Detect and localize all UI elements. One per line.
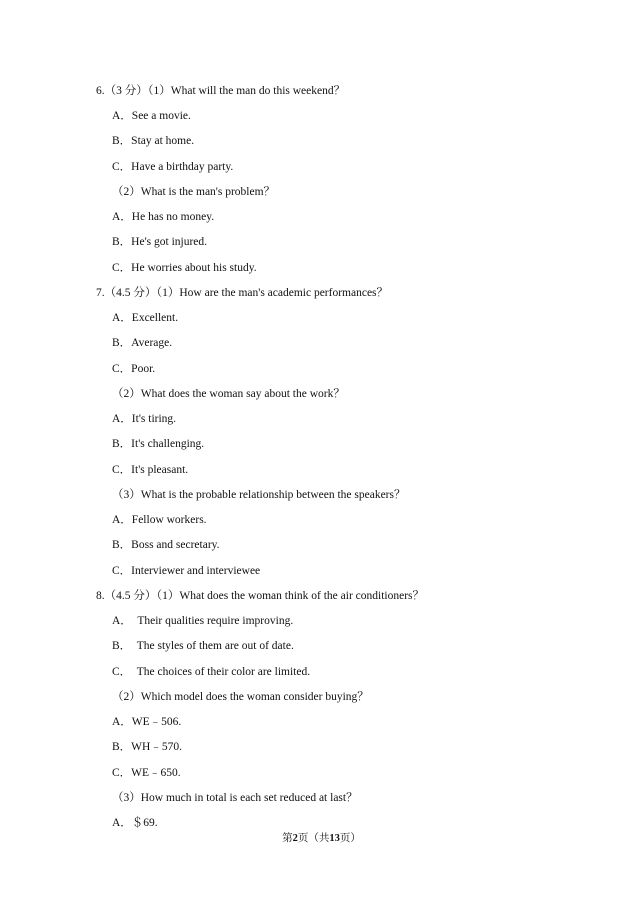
footer-prefix: 第 bbox=[282, 833, 293, 844]
sub-question-line: （2）Which model does the woman consider buying？ bbox=[112, 691, 369, 703]
option-line: A．It's tiring. bbox=[112, 413, 177, 425]
question-line: 7.（4.5 分）（1）How are the man's academic performances？ bbox=[96, 287, 389, 299]
option-line: A．Excellent. bbox=[112, 312, 179, 324]
option-line: A．Fellow workers. bbox=[112, 514, 207, 526]
sub-question-line: （3）How much in total is each set reduced at last？ bbox=[112, 792, 358, 804]
footer-total-pages: 13 bbox=[329, 833, 340, 844]
option-line: B．Stay at home. bbox=[112, 135, 195, 147]
sub-question-line: （2）What is the man's problem？ bbox=[112, 186, 276, 198]
option-line: C． The choices of their color are limited. bbox=[112, 666, 311, 678]
option-line: A．He has no money. bbox=[112, 211, 215, 223]
sub-question-line: （3）What is the probable relationship between the speakers？ bbox=[112, 489, 406, 501]
option-line: A．WE﹣506. bbox=[112, 716, 182, 728]
option-line: B．Average. bbox=[112, 337, 173, 349]
page-footer bbox=[0, 832, 643, 845]
option-line: B．He's got injured. bbox=[112, 236, 208, 248]
footer-mid: 页（共 bbox=[297, 833, 330, 844]
option-line: B．Boss and secretary. bbox=[112, 539, 220, 551]
option-line: C．Have a birthday party. bbox=[112, 161, 234, 173]
question-line: 8.（4.5 分）（1）What does the woman think of the air conditioners？ bbox=[96, 590, 425, 602]
option-line: A．See a movie. bbox=[112, 110, 191, 122]
option-line: B．It's challenging. bbox=[112, 438, 205, 450]
option-line: B．WH﹣570. bbox=[112, 741, 182, 753]
question-line: 6.（3 分）（1）What will the man do this weekend？ bbox=[96, 85, 346, 97]
option-line: A． Their qualities require improving. bbox=[112, 615, 294, 627]
option-line: B． The styles of them are out of date. bbox=[112, 640, 294, 652]
footer-page-number: 2 bbox=[292, 833, 298, 844]
option-line: C．WE﹣650. bbox=[112, 767, 181, 779]
option-line: A．＄69. bbox=[112, 817, 158, 829]
option-line: C．Interviewer and interviewee bbox=[112, 565, 261, 577]
option-line: C．Poor. bbox=[112, 363, 156, 375]
option-line: C．He worries about his study. bbox=[112, 262, 257, 274]
sub-question-line: （2）What does the woman say about the work？ bbox=[112, 388, 345, 400]
option-line: C．It's pleasant. bbox=[112, 464, 189, 476]
footer-suffix: 页） bbox=[339, 833, 361, 844]
